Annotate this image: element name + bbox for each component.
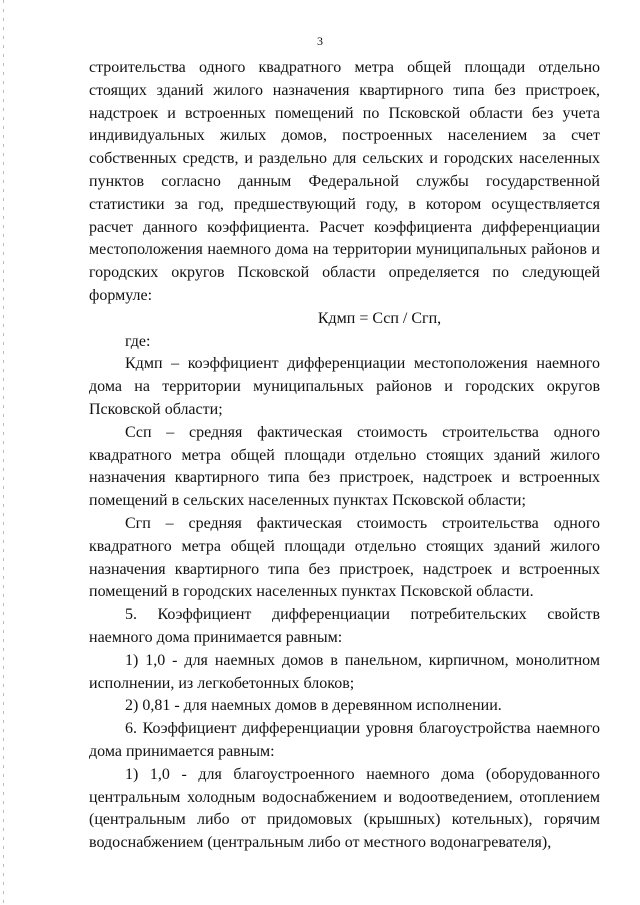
definition-ssp: Ссп – средняя фактическая стоимость строительства одного квадратного метра общей площади отдельно стоящих зданий жилого назначения квартирного типа без пристроек, надстроек и встроенных помещений в сельских населенных пунктах Псковской области; [89, 423, 600, 510]
formula: Кдмп = Ссп / Сгп, [317, 309, 442, 327]
page-number: 3 [317, 34, 323, 48]
definition-sgp: Сгп – средняя фактическая стоимость строительства одного квадратного метра общей площади отдельно стоящих зданий жилого назначения квартирного типа без пристроек, надстроек и встроенных помещений в городских населенных пунктах Псковской области. [89, 514, 600, 601]
item-5: 5. Коэффициент дифференциации потребительских свойств наемного дома принимается равным: [89, 606, 600, 646]
definition-kdmp: Кдмп – коэффициент дифференциации местоположения наемного дома на территории муниципальных районов и городских округов Псковской области; [89, 355, 600, 418]
where-label: где: [125, 332, 151, 350]
item-6: 6. Коэффициент дифференциации уровня благоустройства наемного дома принимается равным: [89, 720, 600, 760]
scan-edge [3, 0, 4, 905]
item-6-1: 1) 1,0 - для благоустроенного наемного дома (оборудованного центральным холодным водоснабжением и водоотведением, отоплением (центральным либо от придомовых (крышных) котельных), горячим водоснабжением (центральным либо от местного водонагревателя), [89, 765, 600, 852]
paragraph-intro: строительства одного квадратного метра общей площади отдельно стоящих зданий жилого назначения квартирного типа без пристроек, надстроек и встроенных помещений по Псковской области без учета индивидуальных жилых домов, построенных населением за счет собственных средств, и раздельно для сельских и городских населенных пунктов согласно данным Федеральной службы государственной статистики за год, предшествующий году, в котором осуществляется расчет данного коэффициента. Расчет коэффициента дифференциации местоположения наемного дома на территории муниципальных районов и городских округов Псковской области определяется по следующей формуле: [89, 59, 600, 304]
document-body [89, 57, 600, 855]
item-5-2: 2) 0,81 - для наемных домов в деревянном исполнении. [125, 697, 502, 715]
item-5-1: 1) 1,0 - для наемных домов в панельном, кирпичном, монолитном исполнении, из легкобетонных блоков; [89, 651, 600, 692]
